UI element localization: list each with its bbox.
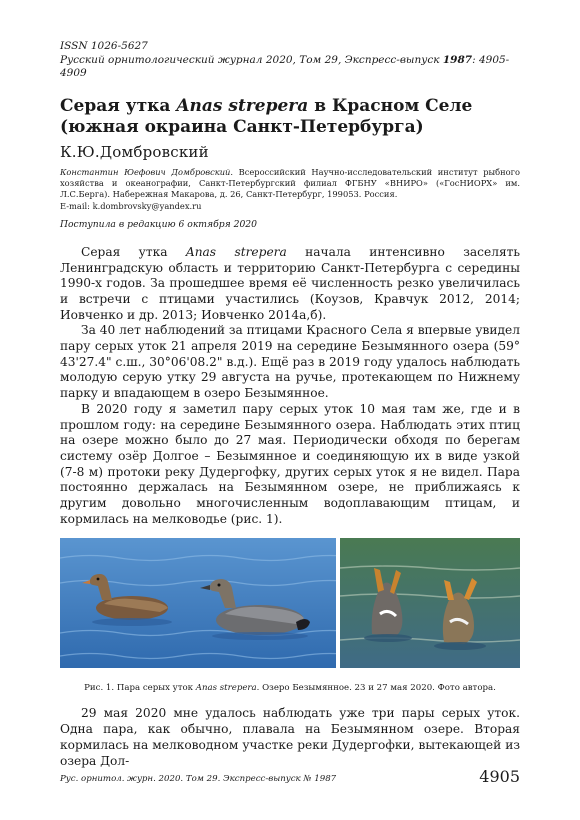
- paragraph-4: 29 мая 2020 мне удалось наблюдать уже три пары серых уток. Одна пара, как обычно, плавала на Безымянном озере. Вторая кормилась на мелководном участке реки Дудергофки, вытекающей из озера Дол-: [60, 706, 520, 768]
- author-name: К.Ю.Домбровский: [60, 143, 209, 161]
- article-body-continued: [60, 706, 520, 769]
- title-pre: Серая утка: [60, 96, 177, 116]
- article-body: [60, 245, 520, 528]
- footer-citation: Рус. орнитол. журн. 2020. Том 29. Экспресс-выпуск № 1987: [60, 774, 337, 784]
- journal-prefix: Русский орнитологический журнал 2020, Том 29, Экспресс-выпуск: [60, 54, 443, 66]
- caption-post: . Озеро Безымянное. 23 и 27 мая 2020. Фото автора.: [256, 683, 496, 694]
- article-page: [60, 40, 520, 820]
- title-species: Anas strepera: [176, 96, 309, 116]
- page-footer: [60, 766, 520, 786]
- p1-species: Anas strepera: [185, 244, 287, 259]
- title-post: в Красном Селе (южная окраина Санкт-Петербурга): [60, 96, 473, 137]
- figure-caption: [60, 682, 520, 694]
- photo-ducks-feeding: [340, 538, 520, 668]
- figure-1: [60, 538, 520, 680]
- received-date: Поступила в редакцию 6 октября 2020: [60, 218, 257, 230]
- article-title: [60, 96, 520, 138]
- paragraph-3: В 2020 году я заметил пару серых уток 10 мая там же, где и в прошлом году: на середине Безымянного озера. Наблюдать этих птиц на озере можно было до 27 мая. Периодически обходя по берегам систему озёр Долгое – Безымянное и соединяющую их в виде узкой (7-8 м) протоки реку Дудергофку, других серых уток я не видел. Пара постоянно держалась на Безымянном озере, не приближаясь к другим довольно многочисленным водоплавающим птицам, и кормилась на мелководье (рис. 1).: [60, 401, 520, 526]
- photo-ducks-swimming: [60, 538, 336, 668]
- ducks-swimming-image: [60, 538, 336, 668]
- caption-species: Anas strepera: [195, 683, 257, 694]
- journal-line: [60, 54, 520, 80]
- paragraph-1: [60, 245, 520, 324]
- affiliation-text: . Всероссийский Научно-исследовательский институт рыбного хозяйства и океанографии, Санкт-Петербургский филиал ФГБНУ «ВНИРО» («ГосНИОРХ» им. Л.С.Берга). Набережная Макарова, д. 26, Санкт-Петербург, 199053. Россия.: [60, 167, 521, 200]
- issn-line: ISSN 1026-5627: [60, 40, 148, 52]
- ducks-feeding-image: [340, 538, 520, 668]
- journal-issue: 1987: [442, 54, 473, 66]
- journal-pages: : 4905-4909: [60, 54, 510, 79]
- p1-post: начала интенсивно заселять Ленинградскую область и территорию Санкт-Петербурга с середины 1990-х годов. За прошедшее время её численность резко увеличилась и встречи с птицами участились (Коузов, Кравчук 2012, 2014; Иовченко и др. 2013; Иовченко 2014а,б).: [60, 244, 521, 322]
- page-number: 4905: [479, 767, 520, 786]
- p1-pre: Серая утка: [81, 244, 186, 259]
- author-email: E-mail: k.dombrovsky@yandex.ru: [60, 200, 202, 211]
- author-affiliation: [60, 167, 520, 212]
- caption-pre: Рис. 1. Пара серых уток: [84, 683, 196, 694]
- paragraph-2: За 40 лет наблюдений за птицами Красного Села я впервые увидел пару серых уток 21 апреля 2019 на середине Безымянного озера (59° 43'27.4" с.ш., 30°06'08.2" в.д.). Ещё раз в 2019 году удалось наблюдать молодую серую утку 29 августа на ручье, протекающем по Нижнему парку и впадающем в озеро Безымянное.: [60, 323, 520, 401]
- affiliation-name: Константин Юефович Домбровский: [60, 167, 231, 177]
